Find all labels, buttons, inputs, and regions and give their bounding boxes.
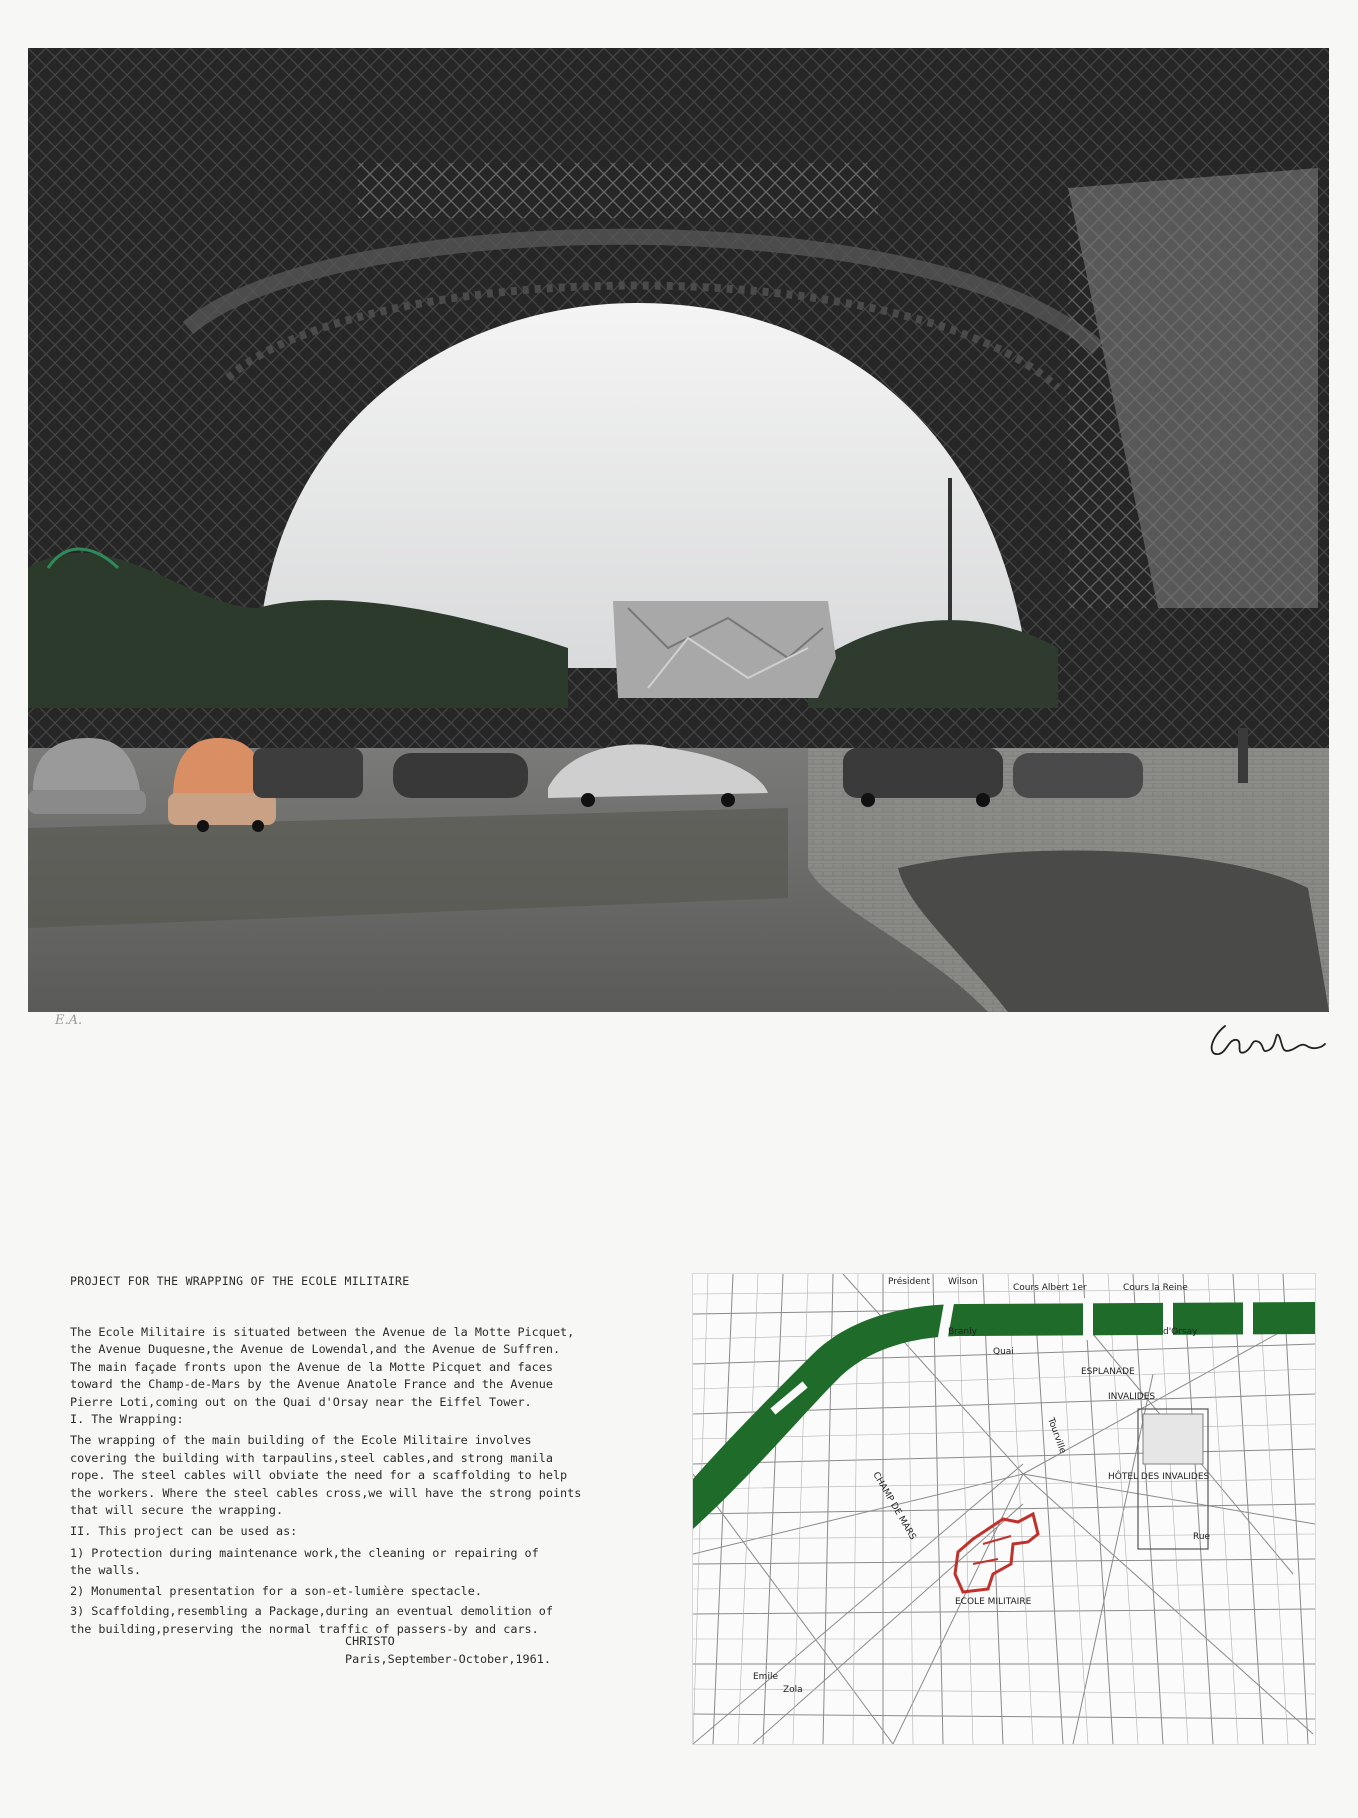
- section-2-heading: II. This project can be used as:: [70, 1524, 298, 1539]
- map-label-esplanade: ESPLANADE: [1081, 1367, 1135, 1377]
- map-label-quai: Quai: [993, 1347, 1014, 1357]
- list-item: 3) Scaffolding,resembling a Package,during an eventual demolition of the building,preserving the normal traffic of passers-by and cars.: [70, 1604, 553, 1636]
- document-title: PROJECT FOR THE WRAPPING OF THE ECOLE MILITAIRE: [70, 1274, 410, 1288]
- eiffel-tower-photograph: [28, 48, 1329, 1012]
- list-item: 2) Monumental presentation for a son-et-lumière spectacle.: [70, 1583, 482, 1598]
- map-label-ecole-militaire: ECOLE MILITAIRE: [955, 1597, 1032, 1607]
- artist-signature: [1205, 1018, 1335, 1064]
- intro-paragraph: The Ecole Militaire is situated between the Avenue de la Motte Picquet, the Avenue Duquesne,the Avenue de Lowendal,and the Avenue de Suffren. The main façade fronts upon the Avenue de la Motte Picquet and faces toward the Champ-de-Mars by the Avenue Anatole France and the Avenue Pierre Loti,coming out on the Quai d'Orsay near the Eiffel Tower.: [70, 1325, 575, 1409]
- map-label-rue: Rue: [1193, 1532, 1211, 1542]
- list-item: 1) Protection during maintenance work,the cleaning or repairing of the walls.: [70, 1545, 539, 1578]
- map-label-invalides: INVALIDES: [1108, 1392, 1156, 1402]
- map-label-zola: Zola: [783, 1685, 803, 1695]
- map-label-champ-de-mars: CHAMP DE MARS: [870, 1470, 918, 1542]
- credit-block: [345, 1632, 551, 1668]
- map-label-emile: Emile: [753, 1672, 778, 1682]
- place-date: Paris,September-October,1961.: [345, 1652, 551, 1666]
- edition-mark: E.A.: [55, 1013, 83, 1028]
- map-label-tourville: Tourville: [1045, 1416, 1068, 1456]
- section-1-body: The wrapping of the main building of the Ecole Militaire involves covering the building with tarpaulins,steel cables,and strong manila rope. The steel cables will obviate the need for a scaffolding to help the workers. Where the steel cables cross,we will have the strong points that will secure the wrapping.: [70, 1433, 582, 1518]
- map-label-hotel-invalides: HÔTEL DES INVALIDES: [1108, 1472, 1210, 1482]
- section-1-heading: I. The Wrapping:: [70, 1412, 184, 1427]
- map-label-orsay: d'Orsay: [1163, 1327, 1198, 1337]
- map-label-cours-albert: Cours Albert 1er: [1013, 1283, 1087, 1293]
- map-label-wilson: Wilson: [948, 1277, 978, 1287]
- map-label-branly: Branly: [948, 1327, 977, 1337]
- river-seine: [693, 1302, 1315, 1529]
- author-name: CHRISTO: [345, 1634, 395, 1648]
- wrapped-building: [613, 601, 836, 698]
- project-text: [70, 1274, 670, 1641]
- uses-list: [70, 1545, 670, 1638]
- map-label-cours-la-reine: Cours la Reine: [1123, 1283, 1188, 1293]
- map-label-president: Président: [888, 1277, 930, 1287]
- street-map: [692, 1273, 1316, 1745]
